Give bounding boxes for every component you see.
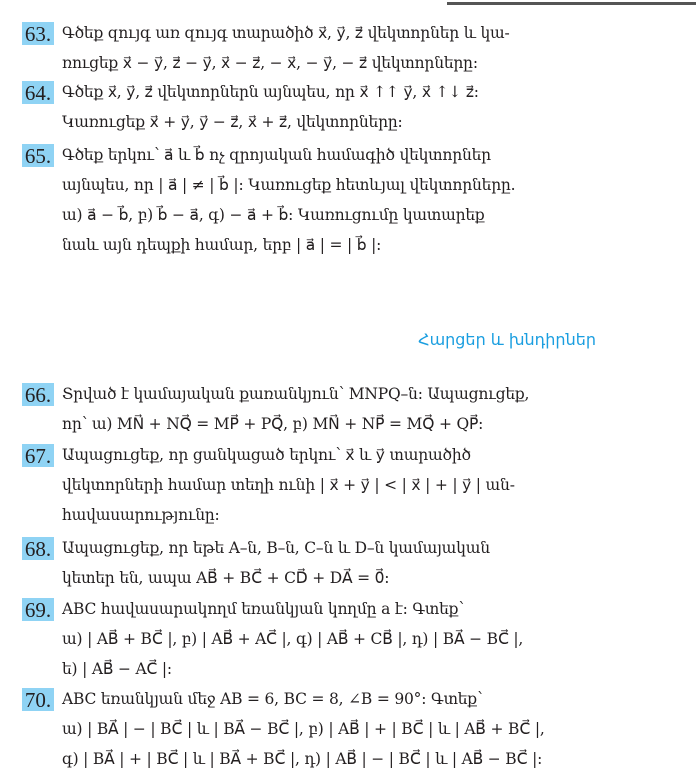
section-heading: Հարցեր և խնդիրներ	[418, 330, 596, 349]
problem-text	[62, 140, 622, 260]
problem-line: ա) | AB⃗ + BC⃗ |, բ) | AB⃗ + AC⃗ |, գ) | AB⃗ + CB⃗ |, դ) | BA⃗ − BC⃗ |,	[62, 630, 524, 648]
problem-number: 67.	[22, 444, 54, 467]
problem-line: Ապացուցեք, որ ցանկացած երկու՝ x⃗ և y⃗ տարածիծ	[62, 446, 471, 464]
problem-number: 63.	[22, 22, 54, 45]
problem-text	[62, 18, 622, 78]
problem-line: որ՝ ա) MN⃗ + NQ⃗ = MP⃗ + PQ⃗, բ) MN⃗ + NP⃗ = MQ⃗ + QP⃗:	[62, 415, 484, 433]
top-rule	[447, 2, 696, 5]
problem-text	[62, 594, 622, 684]
problem-line: Գծեք երկու՝ a⃗ և b⃗ ոչ զրոյական համագիծ վեկտորներ	[62, 146, 491, 164]
problem-text	[62, 440, 622, 530]
problem-line: հավասարությունը:	[62, 506, 220, 524]
problem-number: 70.	[22, 688, 54, 711]
problem-line: ա) | BA⃗ | − | BC⃗ | և | BA⃗ − BC⃗ |, բ) | AB⃗ | + | BC⃗ | և | AB⃗ + BC⃗ |,	[62, 720, 545, 738]
problem-text	[62, 77, 622, 137]
problem-line: Տրված է կամայական քառանկյուն՝ MNPQ–ն: Ապացուցեք,	[62, 385, 530, 403]
problem-line: Կառուցեք x⃗ + y⃗, y⃗ − z⃗, x⃗ + z⃗, վեկտորները:	[62, 113, 403, 131]
problem-line: ABC հավասարակողմ եռանկյան կողմը a է: Գտեք՝	[62, 600, 464, 618]
problem-line: Գծեք x⃗, y⃗, z⃗ վեկտորներն այնպես, որ x⃗ ↑↑ y⃗, x⃗ ↑↓ z⃗:	[62, 83, 479, 101]
problem-line: ռուցեք x⃗ − y⃗, z⃗ − y⃗, x⃗ − z⃗, − x⃗, − y⃗, − z⃗ վեկտորները:	[62, 54, 478, 72]
problem-number: 68.	[22, 537, 54, 560]
problem-line: նաև այն դեպքի համար, երբ | a⃗ | = | b⃗ |:	[62, 236, 382, 254]
problem-number: 69.	[22, 598, 54, 621]
problem-number: 66.	[22, 383, 54, 406]
problem-number: 64.	[22, 81, 54, 104]
problem-line: ABC եռանկյան մեջ AB = 6, BC = 8, ∠B = 90°: Գտեք՝	[62, 690, 483, 708]
problem-line: գ) | BA⃗ | + | BC⃗ | և | BA⃗ + BC⃗ |, դ) | AB⃗ | − | BC⃗ | և | AB⃗ − BC⃗ |:	[62, 750, 543, 768]
problem-line: Գծեք զույգ առ զույգ տարածիծ x⃗, y⃗, z⃗ վեկտորներ և կա-	[62, 24, 510, 42]
problem-text	[62, 684, 622, 774]
problem-line: կետեր են, ապա AB⃗ + BC⃗ + CD⃗ + DA⃗ = 0⃗:	[62, 569, 390, 587]
problem-line: ե) | AB⃗ − AC⃗ |:	[62, 660, 172, 678]
problem-line: վեկտորների համար տեղի ունի | x⃗ + y⃗ | < | x⃗ | + | y⃗ | ան-	[62, 476, 515, 494]
problem-line: ա) a⃗ − b⃗, բ) b⃗ − a⃗, գ) − a⃗ + b⃗: Կառուցումը կատարեք	[62, 206, 485, 224]
problem-line: այնպես, որ | a⃗ | ≠ | b⃗ |: Կառուցեք հետևյալ վեկտորները.	[62, 176, 516, 194]
problem-text	[62, 379, 622, 439]
problem-number: 65.	[22, 144, 54, 167]
problem-text	[62, 533, 622, 593]
problem-line: Ապացուցեք, որ եթե A–ն, B–ն, C–ն և D–ն կամայական	[62, 539, 490, 557]
